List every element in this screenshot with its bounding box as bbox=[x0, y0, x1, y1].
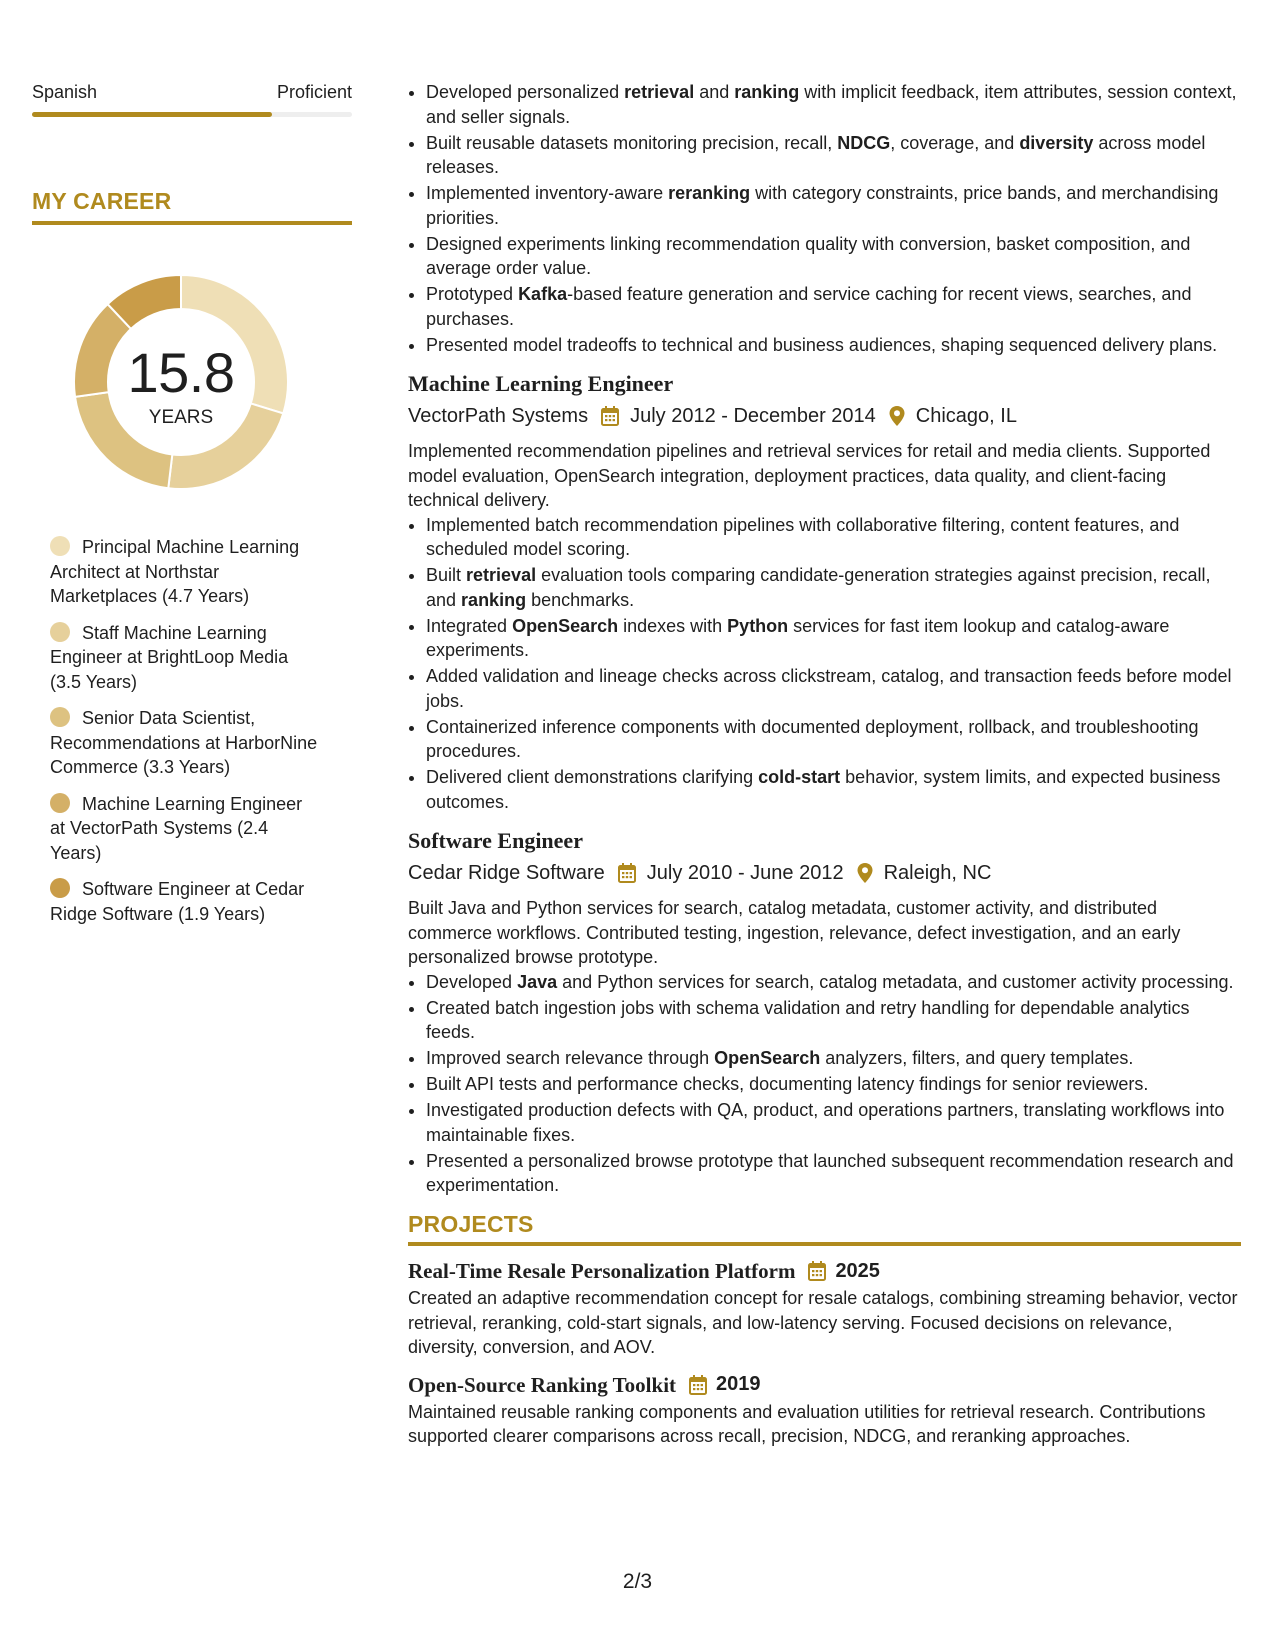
bullet-item: • Investigated production defects with QA, product, and operations partners, translating workflows into maintainable fixes. bbox=[426, 1098, 1241, 1147]
job-bullets bbox=[408, 970, 1241, 1198]
job-location: Chicago, IL bbox=[915, 405, 1017, 427]
language-level: Proficient bbox=[276, 82, 352, 102]
career-legend-label: Software Engineer at Cedar Ridge Software (1.9 Years) bbox=[50, 879, 305, 924]
career-section-title: MY CAREER bbox=[32, 188, 352, 225]
career-legend-label: Principal Machine Learning Architect at Northstar Marketplaces (4.7 Years) bbox=[50, 537, 300, 606]
career-legend-item bbox=[50, 792, 320, 866]
job-title: Software Engineer bbox=[408, 828, 583, 853]
project-header bbox=[408, 1256, 1241, 1286]
bullet-item: • Presented a personalized browse prototype that launched subsequent recommendation research and experimentation. bbox=[426, 1149, 1241, 1198]
bullet-item: • Containerized inference components with documented deployment, rollback, and troubleshooting procedures. bbox=[426, 715, 1241, 764]
project-year: 2019 bbox=[716, 1373, 761, 1396]
bullet-item: • Implemented batch recommendation pipelines with collaborative filtering, content features, and scheduled model scoring. bbox=[426, 513, 1241, 562]
career-legend-label: Staff Machine Learning Engineer at BrightLoop Media (3.5 Years) bbox=[50, 622, 289, 692]
language-proficiency-fill bbox=[32, 112, 272, 117]
career-legend-item bbox=[50, 877, 320, 926]
job-entry bbox=[408, 369, 1241, 814]
bullet-item: • Developed personalized retrieval and ranking with implicit feedback, item attributes, session context, and seller signals. bbox=[426, 80, 1241, 129]
calendar-icon bbox=[807, 1260, 827, 1282]
career-legend-item bbox=[50, 535, 320, 609]
bullet-item: • Integrated OpenSearch indexes with Python services for fast item lookup and catalog-aware experiments. bbox=[426, 614, 1241, 663]
projects-section-title: PROJECTS bbox=[408, 1212, 1241, 1247]
project-description: Created an adaptive recommendation concept for resale catalogs, combining streaming behavior, vector retrieval, reranking, cold-start signals, and low-latency serving. Focused decisions on relevance, diversity, conversion, and AOV. bbox=[408, 1288, 1238, 1357]
bullet-item: • Presented model tradeoffs to technical and business audiences, shaping sequenced delivery plans. bbox=[426, 333, 1241, 358]
language-proficiency-bar bbox=[32, 112, 352, 117]
project-header bbox=[408, 1370, 1241, 1400]
project-year: 2025 bbox=[835, 1259, 880, 1282]
job-bullets bbox=[408, 513, 1241, 815]
career-legend-item bbox=[50, 706, 320, 780]
calendar-icon bbox=[688, 1374, 708, 1396]
project-name: Real-Time Resale Personalization Platform bbox=[408, 1259, 796, 1283]
sidebar bbox=[32, 80, 352, 938]
bullet-item: • Prototyped Kafka-based feature generation and service caching for recent views, searches, and purchases. bbox=[426, 282, 1241, 331]
career-total-years: 15.8 bbox=[127, 341, 235, 404]
donut-center bbox=[66, 267, 296, 497]
bullet-item: • Built API tests and performance checks, documenting latency findings for senior reviewers. bbox=[426, 1072, 1241, 1097]
job-title: Machine Learning Engineer bbox=[408, 371, 674, 396]
project-list bbox=[408, 1256, 1241, 1449]
career-donut-chart bbox=[66, 267, 296, 497]
job-dates: July 2010 - June 2012 bbox=[646, 862, 844, 884]
job-company: VectorPath Systems bbox=[408, 405, 589, 427]
job-list bbox=[408, 369, 1241, 1198]
job-entry bbox=[408, 826, 1241, 1198]
legend-color-dot bbox=[50, 878, 70, 898]
project-entry bbox=[408, 1256, 1241, 1360]
legend-color-dot bbox=[50, 536, 70, 556]
bullet-item: • Built retrieval evaluation tools comparing candidate-generation strategies against precision, recall, and ranking benchmarks. bbox=[426, 563, 1241, 612]
page-number: 2/3 bbox=[622, 1570, 653, 1593]
job-description: Built Java and Python services for search, catalog metadata, customer activity, and distributed commerce workflows. Contributed testing, ingestion, relevance, defect investigation, and an early personalized browse prototype. bbox=[408, 898, 1181, 967]
bullet-item: • Built reusable datasets monitoring precision, recall, NDCG, coverage, and diversity across model releases. bbox=[426, 131, 1241, 180]
career-legend-label: Machine Learning Engineer at VectorPath Systems (2.4 Years) bbox=[50, 793, 303, 863]
project-name: Open-Source Ranking Toolkit bbox=[408, 1372, 677, 1397]
project-description: Maintained reusable ranking components and evaluation utilities for retrieval research. Contributions supported clearer comparisons across recall, precision, NDCG, and reranking approaches. bbox=[408, 1401, 1206, 1446]
job-dates: July 2012 - December 2014 bbox=[630, 405, 876, 427]
career-legend bbox=[50, 535, 352, 926]
job-description: Implemented recommendation pipelines and retrieval services for retail and media clients. Supported model evaluation, OpenSearch integration, deployment practices, data quality, and client-facing technical delivery. bbox=[408, 441, 1211, 510]
bullet-item: • Designed experiments linking recommendation quality with conversion, basket composition, and average order value. bbox=[426, 232, 1241, 281]
project-entry bbox=[408, 1370, 1241, 1449]
legend-color-dot bbox=[50, 793, 70, 813]
bullet-item: • Developed Java and Python services for search, catalog metadata, and customer activity processing. bbox=[426, 970, 1241, 995]
career-legend-item bbox=[50, 621, 320, 695]
job-location: Raleigh, NC bbox=[883, 862, 992, 884]
calendar-icon bbox=[600, 405, 620, 427]
location-pin-icon bbox=[888, 405, 906, 427]
bullet-item: • Improved search relevance through OpenSearch analyzers, filters, and query templates. bbox=[426, 1046, 1241, 1071]
location-pin-icon bbox=[856, 862, 874, 884]
previous-job-bullets bbox=[408, 80, 1241, 357]
bullet-item: • Implemented inventory-aware reranking with category constraints, price bands, and merchandising priorities. bbox=[426, 181, 1241, 230]
calendar-icon bbox=[617, 862, 637, 884]
legend-color-dot bbox=[50, 622, 70, 642]
job-meta bbox=[408, 858, 1241, 888]
main-content bbox=[408, 80, 1241, 1449]
bullet-item: • Created batch ingestion jobs with schema validation and retry handling for dependable analytics feeds. bbox=[426, 996, 1241, 1045]
bullet-item: • Delivered client demonstrations clarifying cold-start behavior, system limits, and expected business outcomes. bbox=[426, 765, 1241, 814]
job-meta bbox=[408, 401, 1241, 431]
legend-color-dot bbox=[50, 707, 70, 727]
job-company: Cedar Ridge Software bbox=[408, 862, 605, 884]
career-legend-label: Senior Data Scientist, Recommendations at HarborNine Commerce (3.3 Years) bbox=[50, 708, 318, 777]
language-name: Spanish bbox=[32, 82, 98, 102]
bullet-item: • Added validation and lineage checks across clickstream, catalog, and transaction feeds before model jobs. bbox=[426, 664, 1241, 713]
language-row bbox=[32, 80, 352, 104]
career-total-unit: YEARS bbox=[148, 407, 214, 428]
